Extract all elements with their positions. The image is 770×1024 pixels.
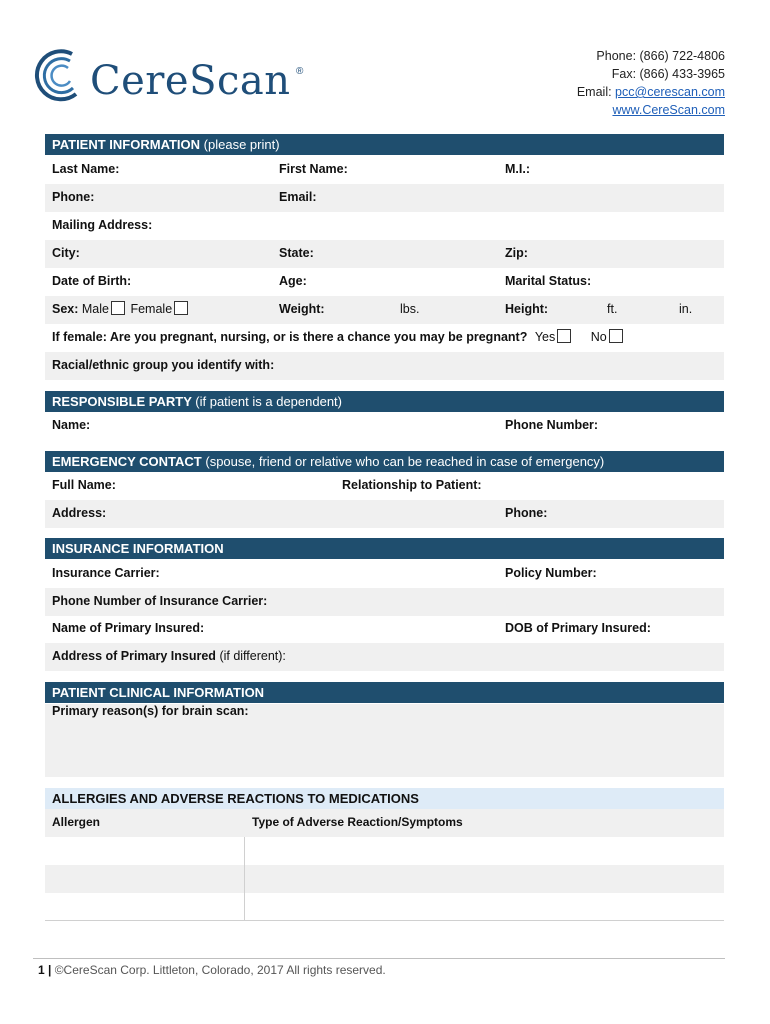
email-field[interactable]: Email: bbox=[279, 190, 317, 204]
emergency-full-name-field[interactable]: Full Name: bbox=[52, 478, 116, 492]
page-number: 1 | bbox=[38, 963, 52, 977]
row-carrier-phone bbox=[45, 588, 724, 616]
row-pregnancy bbox=[45, 324, 724, 352]
no-label: No bbox=[590, 330, 607, 344]
phone-field[interactable]: Phone: bbox=[52, 190, 95, 204]
state-field[interactable]: State: bbox=[279, 246, 314, 260]
section-subtitle: (if patient is a dependent) bbox=[195, 394, 342, 409]
section-clinical bbox=[45, 682, 724, 703]
copyright-text: ©CereScan Corp. Littleton, Colorado, 2017 All rights reserved. bbox=[54, 963, 386, 977]
marital-status-field[interactable]: Marital Status: bbox=[505, 274, 592, 288]
responsible-phone-field[interactable]: Phone Number: bbox=[505, 418, 599, 432]
email-label: Email: bbox=[576, 85, 616, 99]
row-responsible-name bbox=[45, 412, 724, 440]
section-insurance bbox=[45, 538, 724, 559]
row-emergency-name bbox=[45, 472, 724, 500]
pregnant-yes-checkbox[interactable] bbox=[557, 329, 571, 343]
allergen-column-header: Allergen bbox=[52, 815, 101, 829]
reaction-column-header: Type of Adverse Reaction/Symptoms bbox=[252, 815, 463, 829]
emergency-address-field[interactable]: Address: bbox=[52, 506, 107, 520]
primary-insured-dob-field[interactable]: DOB of Primary Insured: bbox=[505, 621, 651, 635]
footer bbox=[38, 963, 386, 977]
last-name-field[interactable]: Last Name: bbox=[52, 162, 120, 176]
contact-phone: Phone: (866) 722-4806 bbox=[596, 49, 725, 63]
row-city-state-zip bbox=[45, 240, 724, 268]
female-label: Female bbox=[130, 302, 173, 316]
section-responsible-party bbox=[45, 391, 724, 412]
column-divider bbox=[244, 893, 245, 921]
section-title: EMERGENCY CONTACT bbox=[52, 454, 202, 469]
height-in-unit: in. bbox=[679, 302, 693, 316]
yes-label: Yes bbox=[534, 330, 556, 344]
section-emergency-contact bbox=[45, 451, 724, 472]
row-sex-weight-height bbox=[45, 296, 724, 324]
allergy-row[interactable] bbox=[45, 837, 724, 865]
row-insurance-carrier bbox=[45, 560, 724, 588]
pregnant-no-checkbox[interactable] bbox=[609, 329, 623, 343]
website-link[interactable]: www.CereScan.com bbox=[612, 103, 725, 117]
first-name-field[interactable]: First Name: bbox=[279, 162, 348, 176]
email-link[interactable]: pcc@cerescan.com bbox=[615, 85, 725, 99]
row-mailing-address bbox=[45, 212, 724, 240]
section-title: RESPONSIBLE PARTY bbox=[52, 394, 192, 409]
sex-label: Sex: bbox=[52, 302, 79, 316]
cerescan-logo bbox=[32, 44, 332, 104]
primary-insured-address-note: (if different): bbox=[219, 649, 286, 663]
carrier-phone-field[interactable]: Phone Number of Insurance Carrier: bbox=[52, 594, 268, 608]
height-ft-unit: ft. bbox=[607, 302, 618, 316]
responsible-name-field[interactable]: Name: bbox=[52, 418, 91, 432]
logo-wordmark: CereScan bbox=[90, 58, 291, 104]
zip-field[interactable]: Zip: bbox=[505, 246, 528, 260]
allergy-row[interactable] bbox=[45, 865, 724, 893]
male-checkbox[interactable] bbox=[111, 301, 125, 315]
column-divider bbox=[244, 837, 245, 865]
row-ethnic-group bbox=[45, 352, 724, 380]
height-field[interactable]: Height: bbox=[505, 302, 549, 316]
row-phone-email bbox=[45, 184, 724, 212]
city-field[interactable]: City: bbox=[52, 246, 80, 260]
row-names bbox=[45, 156, 724, 184]
section-subtitle: (spouse, friend or relative who can be reached in case of emergency) bbox=[205, 454, 605, 469]
female-checkbox[interactable] bbox=[174, 301, 188, 315]
footer-divider bbox=[33, 958, 725, 959]
dob-field[interactable]: Date of Birth: bbox=[52, 274, 132, 288]
male-label: Male bbox=[81, 302, 109, 316]
weight-field[interactable]: Weight: bbox=[279, 302, 325, 316]
table-bottom-border bbox=[45, 920, 724, 921]
emergency-relationship-field[interactable]: Relationship to Patient: bbox=[342, 478, 482, 492]
row-dob-age-marital bbox=[45, 268, 724, 296]
column-divider bbox=[244, 865, 245, 893]
allergy-row[interactable] bbox=[45, 893, 724, 921]
primary-reason-label: Primary reason(s) for brain scan: bbox=[52, 704, 249, 718]
sex-group bbox=[52, 301, 190, 316]
section-title: PATIENT CLINICAL INFORMATION bbox=[52, 685, 265, 700]
row-primary-insured-address bbox=[45, 643, 724, 671]
primary-insured-address-label: Address of Primary Insured bbox=[52, 649, 216, 663]
ethnic-group-field[interactable]: Racial/ethnic group you identify with: bbox=[52, 358, 275, 372]
middle-initial-field[interactable]: M.I.: bbox=[505, 162, 530, 176]
section-allergies bbox=[45, 788, 724, 809]
section-title: INSURANCE INFORMATION bbox=[52, 541, 224, 556]
registered-mark: ® bbox=[296, 66, 304, 77]
primary-insured-name-field[interactable]: Name of Primary Insured: bbox=[52, 621, 205, 635]
section-patient-information bbox=[45, 134, 724, 155]
age-field[interactable]: Age: bbox=[279, 274, 307, 288]
row-primary-insured bbox=[45, 615, 724, 643]
insurance-carrier-field[interactable]: Insurance Carrier: bbox=[52, 566, 160, 580]
contact-fax: Fax: (866) 433-3965 bbox=[611, 67, 725, 81]
policy-number-field[interactable]: Policy Number: bbox=[505, 566, 597, 580]
allergies-header-row bbox=[45, 809, 724, 837]
section-title: ALLERGIES AND ADVERSE REACTIONS TO MEDICATIONS bbox=[52, 791, 419, 806]
section-subtitle: (please print) bbox=[203, 137, 280, 152]
primary-insured-address-field[interactable] bbox=[52, 649, 286, 663]
weight-unit: lbs. bbox=[400, 302, 420, 316]
contact-email bbox=[577, 83, 725, 101]
pregnancy-question bbox=[52, 329, 625, 344]
mailing-address-field[interactable]: Mailing Address: bbox=[52, 218, 153, 232]
logo-arcs-icon bbox=[32, 48, 92, 102]
contact-block bbox=[577, 47, 725, 119]
emergency-phone-field[interactable]: Phone: bbox=[505, 506, 548, 520]
section-title: PATIENT INFORMATION bbox=[52, 137, 201, 152]
row-emergency-address bbox=[45, 500, 724, 528]
pregnancy-question-text: If female: Are you pregnant, nursing, or is there a chance you may be pregnant? bbox=[52, 330, 528, 344]
